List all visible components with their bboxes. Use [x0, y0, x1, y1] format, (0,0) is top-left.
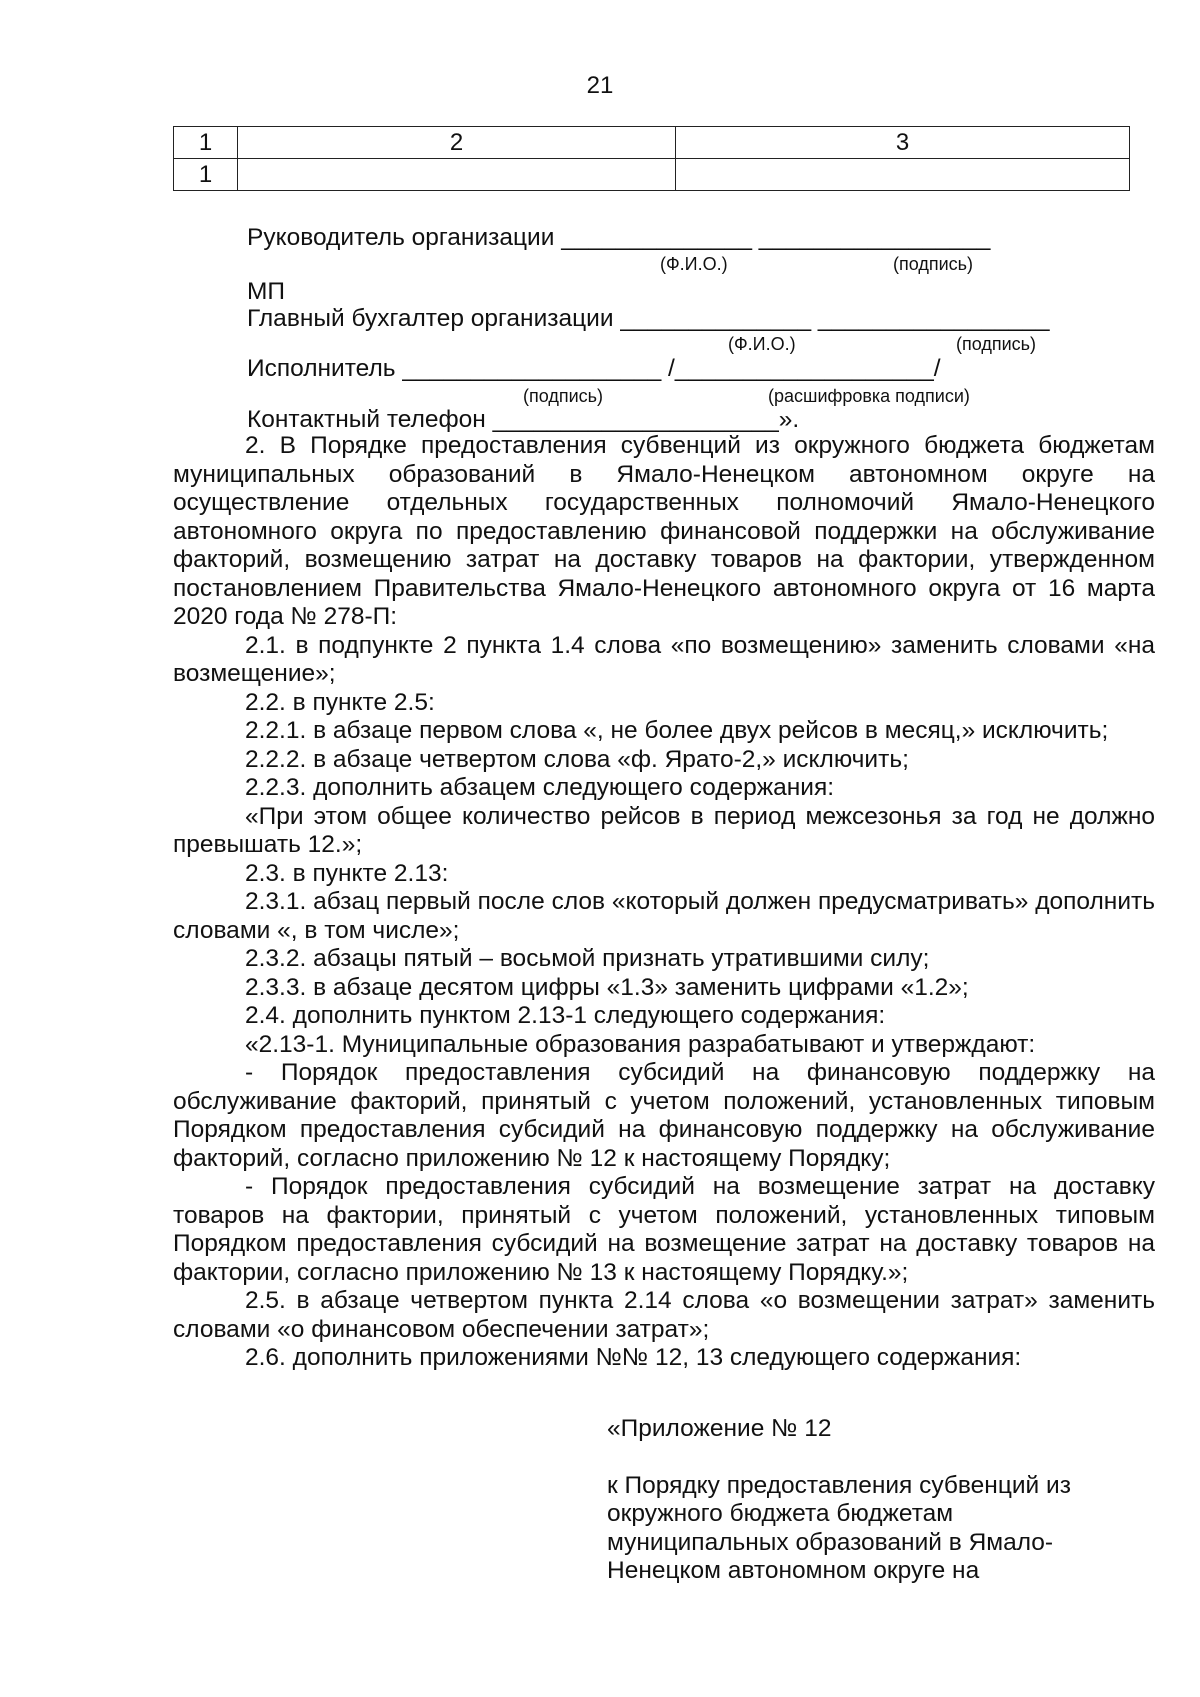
paragraph: 2. В Порядке предоставления субвенций из окружного бюджета бюджетам муниципальных образований в Ямало-Ненецком автономном округе на осуществление отдельных государственных полномочий Ямало-Ненецкого автономного округа по предоставлению финансовой поддержки на обслуживание факторий, возмещению затрат на доставку товаров на фактории, утвержденном постановлением Правительства Ямало-Ненецкого автономного округа от 16 марта 2020 года № 278-П: — [173, 432, 1155, 630]
appendix-line: Ненецком автономном округе на — [607, 1557, 980, 1584]
appendix-line: муниципальных образований в Ямало- — [607, 1528, 1054, 1556]
paragraph: 2.6. дополнить приложениями №№ 12, 13 следующего содержания: — [245, 1344, 1022, 1371]
paragraph: 2.3.1. абзац первый после слов «который должен предусматривать» дополнить словами «, в том числе»; — [173, 888, 1155, 944]
accountant-fio-caption: (Ф.И.О.) — [728, 334, 796, 354]
head-signature-line — [247, 224, 990, 252]
paragraph: 2.3. в пункте 2.13: — [245, 859, 449, 887]
appendix-title: «Приложение № 12 — [607, 1415, 832, 1442]
executor-blanks: ___________________ /___________________/ — [402, 355, 941, 382]
accountant-label: Главный бухгалтер организации — [247, 305, 614, 332]
paragraph: «2.13-1. Муниципальные образования разрабатывают и утверждают: — [245, 1030, 1036, 1058]
head-blanks: ______________ _________________ — [561, 224, 991, 251]
paragraph: 2.2.2. в абзаце четвертом слова «ф. Ярато-2,» исключить; — [245, 745, 909, 773]
stamp-mark: МП — [247, 278, 286, 305]
table-cell — [676, 159, 1130, 191]
executor-signature-line — [247, 355, 941, 383]
paragraph: 2.2.1. в абзаце первом слова «, не более двух рейсов в месяц,» исключить; — [245, 717, 1109, 744]
accountant-blanks: ______________ _________________ — [620, 305, 1050, 332]
table-cell — [238, 159, 676, 191]
paragraph: 2.3.3. в абзаце десятом цифры «1.3» заменить цифрами «1.2»; — [245, 973, 969, 1001]
paragraph: «При этом общее количество рейсов в период межсезонья за год не должно превышать 12.»; — [173, 802, 1155, 858]
table-cell: 2 — [238, 127, 676, 159]
appendix-line: окружного бюджета бюджетам — [607, 1500, 954, 1527]
paragraph: 2.2. в пункте 2.5: — [245, 688, 435, 716]
paragraph: 2.2.3. дополнить абзацем следующего содержания: — [245, 774, 835, 801]
body-text — [173, 432, 1155, 1373]
form-table — [173, 126, 1130, 191]
paragraph: - Порядок предоставления субсидий на возмещение затрат на доставку товаров на фактории, принятый с учетом положений, установленных типовым Порядком предоставления субсидий на возмещение затрат на доставку товаров на фактории, согласно приложению № 13 к настоящему Порядку.»; — [173, 1173, 1155, 1286]
executor-signature-caption: (подпись) — [523, 386, 604, 406]
table-header-row — [174, 127, 1130, 159]
head-signature-caption: (подпись) — [893, 254, 974, 274]
table-cell: 1 — [174, 159, 238, 191]
paragraph: 2.4. дополнить пунктом 2.13-1 следующего содержания: — [245, 1002, 886, 1029]
table-cell: 1 — [174, 127, 238, 159]
accountant-signature-caption: (подпись) — [956, 334, 1037, 354]
appendix-header — [607, 1415, 1127, 1586]
table-cell: 3 — [676, 127, 1130, 159]
head-label: Руководитель организации — [247, 224, 555, 251]
paragraph: 2.1. в подпункте 2 пункта 1.4 слова «по возмещению» заменить словами «на возмещение»; — [173, 631, 1155, 687]
phone-line — [247, 406, 799, 434]
table-row — [174, 159, 1130, 191]
appendix-spacer — [607, 1444, 1127, 1472]
executor-decode-caption: (расшифровка подписи) — [768, 386, 970, 406]
paragraph: - Порядок предоставления субсидий на финансовую поддержку на обслуживание факторий, принятый с учетом положений, установленных типовым Порядком предоставления субсидий на финансовую поддержку на обслуживание факторий, согласно приложению № 12 к настоящему Порядку; — [173, 1059, 1155, 1172]
appendix-line: к Порядку предоставления субвенций из — [607, 1471, 1071, 1499]
head-fio-caption: (Ф.И.О.) — [660, 254, 728, 274]
page-number: 21 — [586, 72, 614, 99]
paragraph: 2.5. в абзаце четвертом пункта 2.14 слова «о возмещении затрат» заменить словами «о финансовом обеспечении затрат»; — [173, 1287, 1155, 1343]
executor-label: Исполнитель — [247, 355, 396, 382]
phone-blanks: _____________________». — [492, 406, 800, 433]
phone-label: Контактный телефон — [247, 406, 486, 433]
accountant-signature-line — [247, 305, 1050, 333]
paragraph: 2.3.2. абзацы пятый – восьмой признать утратившими силу; — [245, 945, 930, 972]
